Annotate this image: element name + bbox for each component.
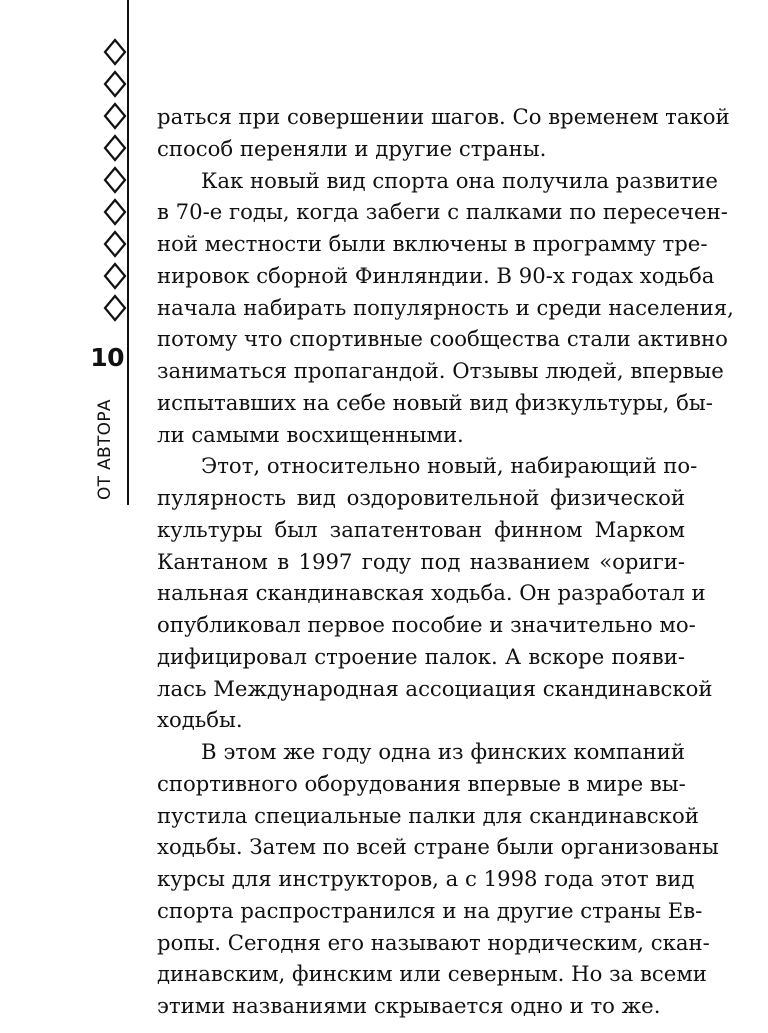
diamond-outline-icon [103, 196, 127, 228]
text-line: этими названиями скрывается одно и то же. [157, 993, 661, 1018]
diamond-outline-icon [103, 228, 127, 260]
text-line: опубликовал первое пособие и значительно мо- [157, 612, 696, 637]
text-line: Этот, относительно новый, набирающий по- [201, 453, 698, 479]
body-text [157, 101, 734, 1022]
text-line: спортивного оборудования впервые в мире вы- [157, 770, 686, 796]
text-line: ропы. Сегодня его называют нордическим, скан- [157, 929, 710, 955]
text-line: начала набирать популярность и среди населения, [157, 294, 734, 320]
text-line: пустила специальные палки для скандинавской [157, 802, 699, 828]
text-line: ли самыми восхищенными. [157, 421, 464, 447]
text-line: испытавших на себе новый вид физкультуры, бы- [157, 389, 713, 415]
text-line: нальная скандинавская ходьба. Он разработал и [157, 580, 706, 606]
text-line: динавским, финским или северным. Но за всеми [157, 961, 707, 987]
text-line: Как новый вид спорта она получила развитие [201, 167, 718, 193]
paragraph-4 [157, 736, 719, 1022]
paragraph-1 [157, 101, 730, 165]
text-line: лась Международная ассоциация скандинавской [157, 675, 713, 701]
diamond-outline-icon [103, 68, 127, 100]
diamond-outline-icon [103, 132, 127, 164]
diamond-outline-icon [103, 100, 127, 132]
text-line: курсы для инструкторов, а с 1998 года этот вид [157, 866, 695, 891]
text-line: пулярность вид оздоровительной физической [157, 485, 685, 510]
text-line: в 70-е годы, когда забеги с палками по пересечен- [157, 199, 728, 225]
text-line: культуры был запатентован финном Марком [157, 516, 685, 542]
text-line: раться при совершении шагов. Со временем такой [157, 104, 730, 129]
diamond-outline-icon [103, 164, 127, 196]
paragraph-2 [157, 165, 734, 451]
text-line: ходьбы. [157, 707, 243, 733]
text-line: способ переняли и другие страны. [157, 135, 547, 161]
text-line: нировок сборной Финляндии. В 90-х годах ходьба [157, 262, 715, 288]
text-line: В этом же году одна из финских компаний [201, 739, 685, 764]
running-section-title: ОТ АВТОРА [95, 399, 115, 500]
diamond-decoration [103, 36, 129, 324]
text-line: потому что спортивные сообщества стали активно [157, 326, 728, 352]
text-line: ной местности были включены в программу тре- [157, 231, 708, 256]
diamond-outline-icon [103, 260, 127, 292]
text-line: Кантаном в 1997 году под названием «ориги- [157, 548, 685, 574]
text-line: дифицировал строение палок. А вскоре появи- [157, 643, 685, 669]
diamond-outline-icon [103, 292, 127, 324]
text-line: спорта распространился и на другие страны Ев- [157, 897, 703, 923]
diamond-outline-icon [103, 36, 127, 68]
text-line: ходьбы. Затем по всей стране были организованы [157, 834, 719, 860]
page-number: 10 [90, 343, 124, 372]
text-line: заниматься пропагандой. Отзывы людей, впервые [157, 358, 724, 383]
paragraph-3 [157, 450, 713, 736]
